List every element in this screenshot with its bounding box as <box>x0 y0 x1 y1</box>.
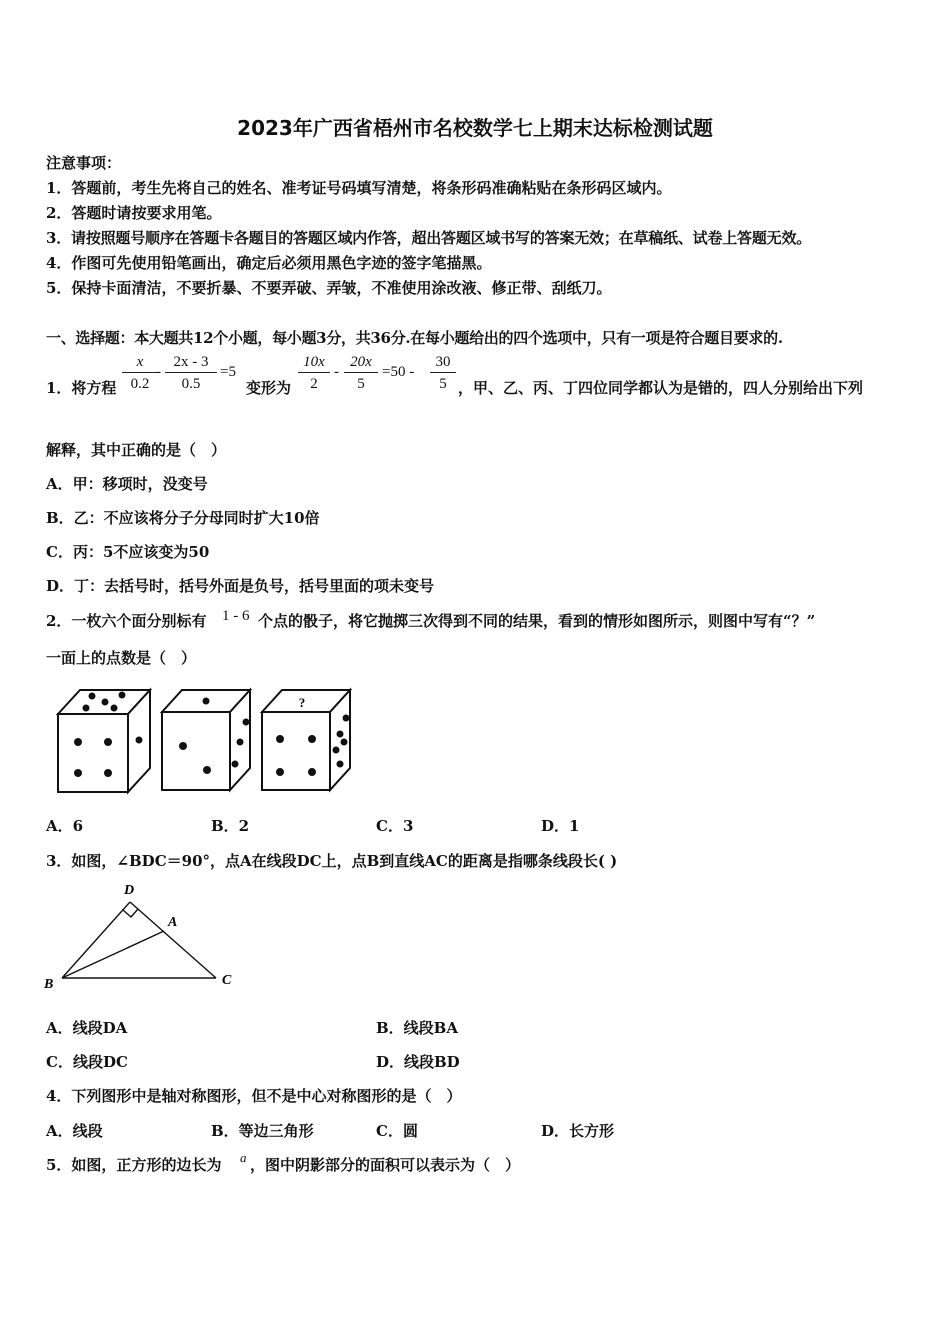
q1-suffix: ，甲、乙、丙、丁四位同学都认为是错的，四人分别给出下列 <box>458 379 864 397</box>
die1-front-dot <box>74 738 82 746</box>
q1-eq2-minus: - <box>334 364 339 380</box>
q4-text: 4．下列图形中是轴对称图形，但不是中心对称图形的是（ ） <box>46 1087 462 1105</box>
die3-front-dot <box>276 735 284 743</box>
die2-front-dot <box>203 766 211 774</box>
q4-option-c: C．圆 <box>376 1122 418 1140</box>
die3-front-dot <box>308 735 316 743</box>
notice-item-1: 1．答题前，考生先将自己的姓名、准考证号码填写清楚，将条形码准确粘贴在条形码区域内。 <box>46 179 672 197</box>
die2-top-dot <box>203 698 210 705</box>
q5-var: a <box>240 1150 247 1165</box>
notice-heading: 注意事项： <box>46 154 122 172</box>
die3-front <box>262 712 330 790</box>
q2-line2: 一面上的点数是（ ） <box>46 649 197 667</box>
section-heading: 一、选择题：本大题共12个小题，每小题3分，共36分.在每小题给出的四个选项中，只有一项是符合题目要求的. <box>46 329 783 347</box>
q1-eq2-frac2 <box>344 352 378 395</box>
die1-top-dot <box>119 692 126 699</box>
q1-option-d: D．丁：去括号时，括号外面是负号，括号里面的项未变号 <box>46 577 435 595</box>
die3-front-dot <box>308 768 316 776</box>
q1-option-b: B．乙：不应该将分子分母同时扩大10倍 <box>46 509 320 527</box>
die3-side-dot <box>337 731 344 738</box>
q1-line2: 解释，其中正确的是（ ） <box>46 441 227 459</box>
triangle-figure <box>40 876 250 996</box>
q5-suffix: ，图中阴影部分的面积可以表示为（ ） <box>250 1156 521 1174</box>
die1-side-dot <box>136 737 143 744</box>
q1-eq2-den1: 2 <box>310 376 318 392</box>
q3-option-a: A．线段DA <box>46 1019 128 1037</box>
q4-option-a: A．线段 <box>46 1122 103 1140</box>
q3-option-b: B．线段BA <box>376 1019 458 1037</box>
label-a: A <box>168 915 178 930</box>
die3-front-dot <box>276 768 284 776</box>
q3-option-d: D．线段BD <box>376 1053 460 1071</box>
die1-front-dot <box>104 738 112 746</box>
q2-prefix: 2．一枚六个面分别标有 <box>46 612 207 630</box>
q1-prefix: 1．将方程 <box>46 379 117 397</box>
die3-side-dot <box>337 761 344 768</box>
die1-front-dot <box>104 769 112 777</box>
label-d: D <box>124 883 135 898</box>
q2-range: 1 - 6 <box>222 608 250 624</box>
notice-item-2: 2．答题时请按要求用笔。 <box>46 204 222 222</box>
q1-eq1-rhs: =5 <box>220 364 236 380</box>
page-title: 2023年广西省梧州市名校数学七上期末达标检测试题 <box>237 116 713 140</box>
notice-item-3: 3．请按照题号顺序在答题卡各题目的答题区域内作答，超出答题区域书写的答案无效；在草稿纸、试卷上答题无效。 <box>46 229 812 247</box>
q3-option-c: C．线段DC <box>46 1053 128 1071</box>
die1-top-dot <box>83 705 90 712</box>
q2-option-d: D．1 <box>541 817 580 835</box>
die2-side-dot <box>237 739 244 746</box>
q1-eq1-den1: 0.2 <box>130 376 150 392</box>
segment-bd <box>62 902 130 978</box>
q1-eq1-num2: 2x - 3 <box>165 352 217 373</box>
label-b: B <box>44 977 54 992</box>
q2-option-c: C．3 <box>376 817 414 835</box>
notice-item-5: 5．保持卡面清洁，不要折暴、不要弄破、弄皱，不准使用涂改液、修正带、刮纸刀。 <box>46 279 612 297</box>
q1-eq1-minus: - <box>156 364 161 380</box>
q1-eq2-den3: 5 <box>439 376 447 392</box>
q1-eq2-num1: 10x <box>298 352 330 373</box>
die1-top-dot <box>111 705 118 712</box>
q2-option-b: B．2 <box>211 817 250 835</box>
die2-side-dot <box>232 761 239 768</box>
die1-front <box>58 714 128 792</box>
q1-eq2-den2: 5 <box>357 376 365 392</box>
right-angle-mark <box>123 909 138 917</box>
q1-eq2-num2: 20x <box>344 352 378 373</box>
label-c: C <box>222 973 232 988</box>
q1-eq1-frac2 <box>165 352 217 395</box>
q2-suffix: 个点的骰子，将它抛掷三次得到不同的结果，看到的情形如图所示，则图中写有“？” <box>258 612 816 630</box>
die3-question-mark: ? <box>298 695 306 710</box>
die1-front-dot <box>74 769 82 777</box>
q1-option-a: A．甲：移项时，没变号 <box>46 475 208 493</box>
die3-side-dot <box>341 739 348 746</box>
q1-eq2-rhs: =50 - <box>382 364 415 380</box>
q1-eq2-num3: 30 <box>430 352 456 373</box>
q1-option-c: C．丙：5不应该变为50 <box>46 543 210 561</box>
q2-option-a: A．6 <box>46 817 84 835</box>
q1-eq1-frac1 <box>122 352 158 395</box>
q1-eq2-frac1 <box>298 352 330 395</box>
q5-prefix: 5．如图，正方形的边长为 <box>46 1156 222 1174</box>
dice-figure <box>50 684 370 799</box>
q1-eq1-num1: x <box>122 352 158 373</box>
segment-ba <box>62 931 164 978</box>
q4-option-b: B．等边三角形 <box>211 1122 314 1140</box>
q1-eq2-frac3 <box>430 352 456 395</box>
die2-front-dot <box>179 742 187 750</box>
notice-item-4: 4．作图可先使用铅笔画出，确定后必须用黑色字迹的签字笔描黑。 <box>46 254 492 272</box>
q4-option-d: D．长方形 <box>541 1122 615 1140</box>
q1-mid: 变形为 <box>246 379 292 397</box>
die1-top-dot <box>89 693 96 700</box>
die1-top-dot <box>102 699 109 706</box>
die3-side-dot <box>343 715 350 722</box>
q1-eq1-den2: 0.5 <box>181 376 201 392</box>
die3-side-dot <box>333 747 340 754</box>
die2-front <box>162 712 230 790</box>
die2-side-dot <box>243 719 250 726</box>
q3-text: 3．如图，∠BDC＝90°，点A在线段DC上，点B到直线AC的距离是指哪条线段长( ) <box>46 852 618 870</box>
